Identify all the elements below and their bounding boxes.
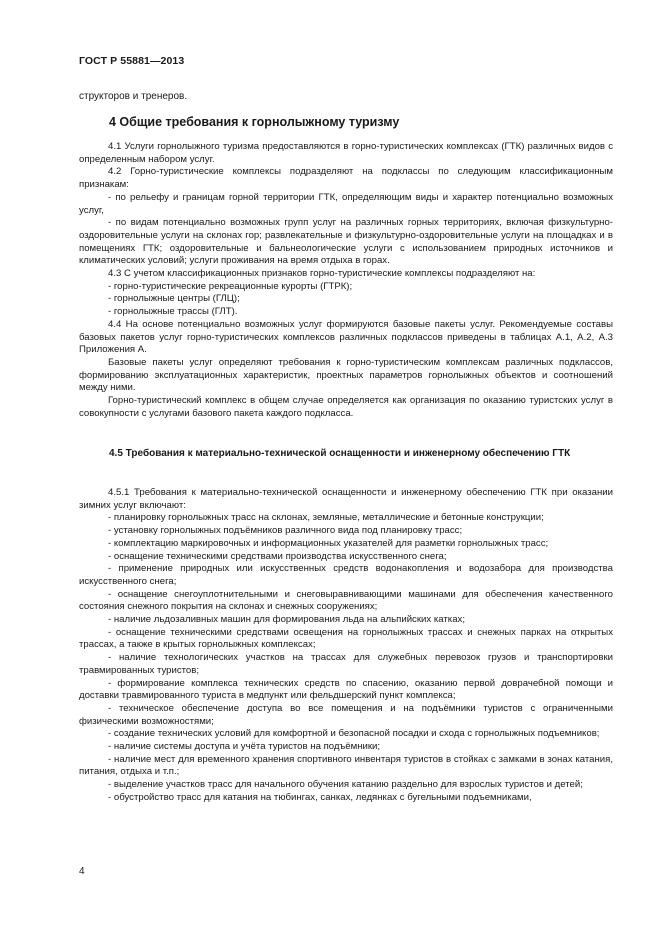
list-item: - наличие мест для временного хранения спортивного инвентаря туристов в стойках с замками в зонах катания, питания, отдыха и т.п.; [79,753,613,778]
section-4-5-body [79,487,613,805]
list-item: - наличие технологических участков на трассах для служебных перевозок грузов и транспортировки травмированных туристов; [79,652,613,676]
list-item: - оснащение техническими средствами производства искусственного снега; [108,550,447,562]
document-code-header: ГОСТ Р 55881—2013 [79,55,185,67]
list-item: - техническое обеспечение доступа во все помещения и на подъёмники туристов с ограниченными физическими возможностями; [79,702,613,727]
paragraph: - по рельефу и границам горной территории ГТК, определяющим виды и характер потенциально возможных услуг, [79,191,613,216]
list-item: - применение природных или искусственных средств водонакопления и водозабора для производства искусственного снега; [79,563,613,587]
list-item: - наличие льдозаливных машин для формирования льда на альпийских катках; [108,614,466,626]
page-number: 4 [79,866,85,877]
paragraph: Базовые пакеты услуг определяют требования к горно-туристическим комплексам различных подклассов, формированию эксплуатационных характеристик, проектных параметров горнолыжных объектов и соотношений между ними. [79,356,613,394]
list-item: - формирование комплекса технических средств по спасению, оказанию первой доврачебной помощи и доставки травмированного туриста в медпункт или фельдшерский пункт комплекса; [79,677,613,702]
paragraph: - горнолыжные центры (ГЛЦ); [108,293,240,305]
list-item: - оснащение снегоуплотнительными и снеговыравнивающими машинами для обеспечения качественного состояния снежного покрытия на склонах и снежных сооружениях; [79,588,613,613]
list-item: - комплектацию маркировочных и информационных указателей для разметки горнолыжных трасс; [108,537,549,549]
paragraph: 4.4 На основе потенциально возможных услуг формируются базовые пакеты услуг. Рекомендуемые составы базовых пакетов услуг горно-туристических комплексов различных подклассов приведены в таблицах А.1, А.2, А.3 Приложения А. [79,318,613,356]
paragraph: 4.2 Горно-туристические комплексы подразделяют на подклассы по следующим классификационным признакам: [79,166,613,191]
list-item: - наличие системы доступа и учёта туристов на подъёмники; [108,741,381,753]
continuation-text: структоров и тренеров. [79,91,188,102]
list-item: - обустройство трасс для катания на тюбингах, санках, ледянках с бугельными подъемниками, [108,791,532,803]
paragraph: - горнолыжные трассы (ГЛТ). [108,306,238,318]
list-item: - выделение участков трасс для начального обучения катанию раздельно для взрослых туристов и детей; [108,779,583,791]
section-4-body [79,141,613,420]
list-item: - создание технических условий для комфортной и безопасной посадки и схода с горнолыжных подъемников; [108,728,600,740]
section-4-heading: 4 Общие требования к горнолыжному туризму [109,115,400,129]
list-item: - оснащение техническими средствами освещения на горнолыжных трассах и снежных парках на открытых трассах, а также в крытых горнолыжных комплексах; [79,626,613,651]
paragraph: Горно-туристический комплекс в общем случае определяется как организация по оказанию туристских услуг в совокупности с услугами базового пакета каждого подкласса. [79,395,613,419]
list-item: - планировку горнолыжных трасс на склонах, земляные, металлические и бетонные конструкции; [108,512,544,524]
list-item: - установку горнолыжных подъёмников различного вида под планировку трасс; [108,525,463,537]
paragraph: - горно-туристические рекреационные курорты (ГТРК); [108,280,353,292]
paragraph: 4.5.1 Требования к материально-технической оснащенности и инженерному обеспечению ГТК при оказании зимних услуг включают: [79,487,613,511]
paragraph: 4.1 Услуги горнолыжного туризма предоставляются в горно-туристических комплексах (ГТК) различных видов с определенным набором услуг. [79,141,613,165]
paragraph: - по видам потенциально возможных групп услуг на различных горных территориях, включая физкультурно-оздоровительные услуги на склонах гор; развлекательные и физкультурно-оздоровительные услуги на площадках и в помещениях ГТК; оздоровительные и бальнеологические услуги с использованием природных источников и климатических условий; услуги проживания на время отдыха в горах. [79,217,613,267]
section-4-5-heading: 4.5 Требования к материально-технической оснащенности и инженерному обеспечению ГТК [109,448,571,459]
paragraph: 4.3 С учетом классификационных признаков горно-туристические комплексы подразделяют на: [108,268,536,280]
